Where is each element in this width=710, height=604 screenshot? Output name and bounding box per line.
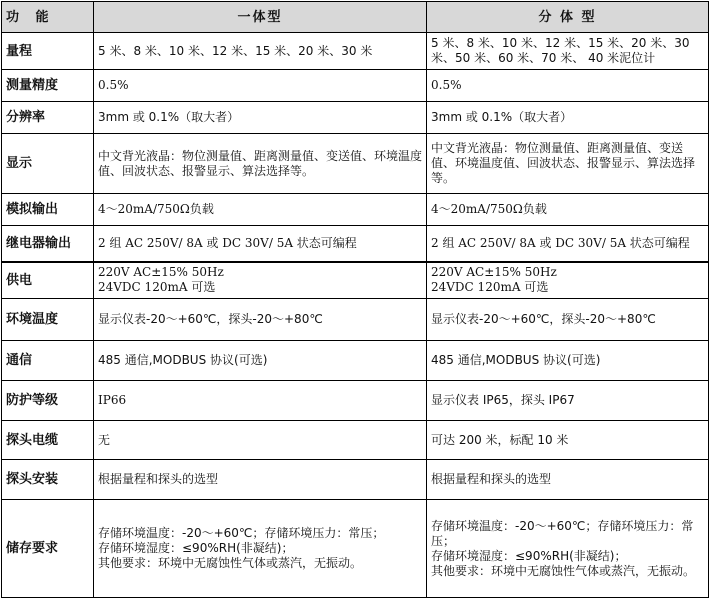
row-storage [2,500,709,598]
cell-integrated: 存储环境温度：-20～+60℃；存储环境压力：常压； 存储环境湿度：≤90%RH(非凝结)； 其他要求：环境中无腐蚀性气体或蒸汽，无振动。 [94,500,427,598]
cell-split: 显示仪表-20～+60℃，探头-20～+80℃ [427,299,709,341]
cell-integrated: 0.5% [94,70,427,102]
row-ambient-temp [2,299,709,341]
row-label: 环境温度 [2,299,94,341]
cell-integrated: IP66 [94,381,427,421]
header-row [2,2,709,33]
row-label: 通信 [2,341,94,381]
row-label: 探头电缆 [2,421,94,460]
cell-integrated: 无 [94,421,427,460]
row-display [2,134,709,194]
row-accuracy [2,70,709,102]
row-label: 模拟输出 [2,194,94,226]
spec-table [1,1,709,598]
cell-integrated: 220V AC±15% 50Hz 24VDC 120mA 可选 [94,262,427,299]
cell-split: 可达 200 米，标配 10 米 [427,421,709,460]
cell-integrated: 根据量程和探头的选型 [94,460,427,500]
row-label: 储存要求 [2,500,94,598]
cell-split: 485 通信,MODBUS 协议(可选) [427,341,709,381]
row-label: 继电器输出 [2,226,94,262]
header-function: 功 能 [2,2,94,33]
row-label: 测量精度 [2,70,94,102]
row-label: 分辨率 [2,102,94,134]
cell-split: 5 米、8 米、10 米、12 米、15 米、20 米、30 米、50 米、60 米、70 米、 40 米泥位计 [427,33,709,70]
cell-split: 4～20mA/750Ω负载 [427,194,709,226]
cell-integrated: 4～20mA/750Ω负载 [94,194,427,226]
row-label: 探头安装 [2,460,94,500]
row-relay-output [2,226,709,262]
row-analog-output [2,194,709,226]
cell-split: 存储环境温度：-20～+60℃；存储环境压力：常压； 存储环境湿度：≤90%RH(非凝结)； 其他要求：环境中无腐蚀性气体或蒸汽，无振动。 [427,500,709,598]
cell-integrated: 显示仪表-20～+60℃，探头-20～+80℃ [94,299,427,341]
cell-split: 3mm 或 0.1%（取大者） [427,102,709,134]
row-label: 量程 [2,33,94,70]
cell-split: 根据量程和探头的选型 [427,460,709,500]
row-label: 防护等级 [2,381,94,421]
row-range [2,33,709,70]
row-resolution [2,102,709,134]
cell-integrated: 485 通信,MODBUS 协议(可选) [94,341,427,381]
cell-integrated: 2 组 AC 250V/ 8A 或 DC 30V/ 5A 状态可编程 [94,226,427,262]
cell-split: 0.5% [427,70,709,102]
row-probe-install [2,460,709,500]
header-split: 分 体 型 [427,2,709,33]
cell-integrated: 中文背光液晶：物位测量值、距离测量值、变送值、环境温度值、回波状态、报警显示、算法选择等。 [94,134,427,194]
cell-split: 显示仪表 IP65，探头 IP67 [427,381,709,421]
cell-integrated: 3mm 或 0.1%（取大者） [94,102,427,134]
cell-split: 2 组 AC 250V/ 8A 或 DC 30V/ 5A 状态可编程 [427,226,709,262]
cell-split: 220V AC±15% 50Hz 24VDC 120mA 可选 [427,262,709,299]
header-integrated: 一体型 [94,2,427,33]
row-label: 供电 [2,262,94,299]
row-protection [2,381,709,421]
row-power [2,262,709,299]
row-probe-cable [2,421,709,460]
row-label: 显示 [2,134,94,194]
cell-split: 中文背光液晶：物位测量值、距离测量值、变送值、环境温度值、回波状态、报警显示、算法选择等。 [427,134,709,194]
cell-integrated: 5 米、8 米、10 米、12 米、15 米、20 米、30 米 [94,33,427,70]
row-communication [2,341,709,381]
